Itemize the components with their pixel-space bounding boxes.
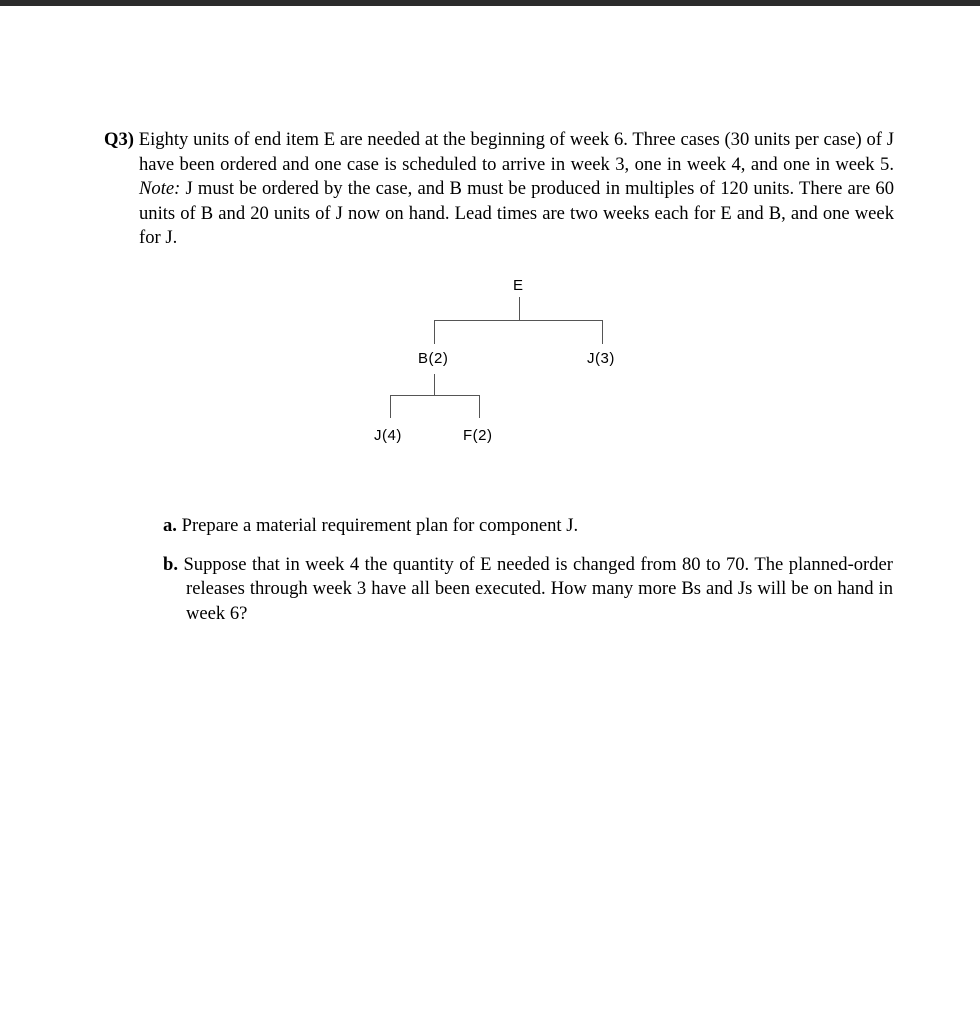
- note-label: Note:: [139, 178, 181, 199]
- question-note-text: J must be ordered by the case, and B must be produced in multiples of 120 units. There are 60 units of B and 20 units of J now on hand. Lead times are two weeks each for E and B, and one week for J.: [139, 178, 894, 248]
- part-a: [163, 514, 893, 539]
- part-b-text: Suppose that in week 4 the quantity of E needed is changed from 80 to 70. The planned-order releases through week 3 have all been executed. How many more Bs and Js will be on hand in week 6?: [183, 553, 893, 624]
- question-parts: [163, 514, 893, 640]
- part-a-text: Prepare a material requirement plan for component J.: [181, 515, 579, 536]
- question-intro-text: Eighty units of end item E are needed at the beginning of week 6. Three cases (30 units per case) of J have been ordered and one case is scheduled to arrive in week 3, one in week 4, and one in week 5.: [138, 129, 894, 175]
- window-top-bar: [0, 0, 980, 6]
- question-paragraph: [104, 128, 894, 251]
- question-block: [104, 128, 894, 251]
- part-a-letter: a.: [163, 515, 177, 536]
- question-number: Q3): [104, 129, 134, 150]
- part-b-letter: b.: [163, 553, 178, 575]
- tree-node-f: F(2): [463, 427, 493, 444]
- tree-node-e: E: [513, 277, 524, 294]
- part-b: [163, 553, 893, 627]
- tree-node-j4: J(4): [374, 427, 402, 444]
- tree-node-b: B(2): [418, 350, 449, 367]
- tree-node-j3: J(3): [587, 350, 615, 367]
